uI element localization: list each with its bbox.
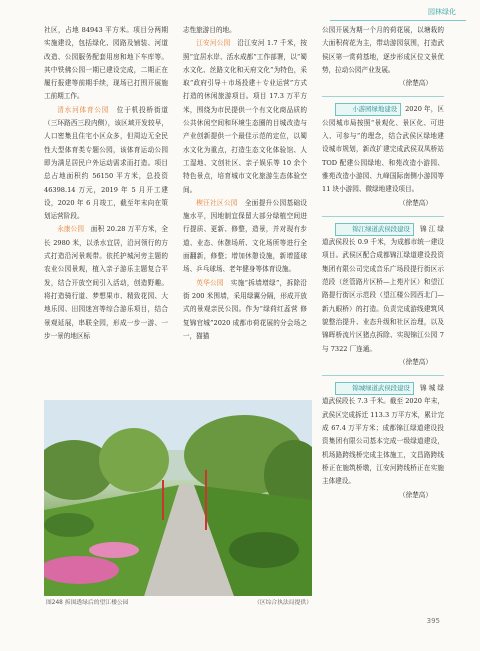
divider — [322, 96, 444, 97]
paragraph — [322, 223, 444, 356]
column-3 — [322, 24, 444, 502]
subheading: 英华公园 — [196, 278, 224, 287]
section-label: 园林绿化 — [428, 8, 456, 16]
paragraph — [183, 37, 307, 197]
section-heading-box: 锦城绿道武侯段建设 — [335, 382, 414, 395]
header-rule — [330, 20, 466, 21]
subheading: 永康公园 — [57, 225, 85, 234]
paragraph: 志性旅游目的地。 — [183, 26, 236, 34]
paragraph-body: 面积 20.28 万平方米，全长 2980 米，以杀水宜居，沿河领行的方式打造沿河景观带。依托护城河旁主题的农业公园景观，植入亲子游乐主题复合平发，结合开放空间引入活动，创造野趣。将打造骑行道、梦想果市、精致花园、大地乐园、田园迷宫等综合游乐项目，结合景观延展，串联全园，形成一步一游、一步一景的地区标 — [44, 225, 169, 340]
paragraph-body: 锦江绿道武侯段长 0.9 千米，为成都市统一建设项目。武侯区配合成都锦江绿道建设投资集团有限公司完成音乐广场段提行街区示范段（丝管路片区桥—上苑片区）和望江路提行街区示范段（望江楼公园西北门—新九眼桥）的打造。负责完成游线建筑风貌整治提升、业态升级和社区治理，以及锦晖桥流片区猪点拆除、实现锦江公园 7 与 7322 厂连通。 — [322, 224, 444, 353]
paragraph — [44, 104, 168, 224]
figure-caption — [46, 597, 312, 606]
park-photo — [44, 400, 312, 596]
paragraph — [183, 197, 307, 277]
column-2 — [183, 24, 307, 343]
byline: （徐楚高） — [399, 79, 432, 88]
subheading: 江安河公园 — [196, 39, 231, 48]
paragraph-body: 锦城绿道武侯段长 7.3 千米。截至 2020 年末，武侯区完成拆迁 113.3 万平方米，累计完成 67.4 万平方米；成都锦江绿道建设投资集团有限公司基本完成一级绿道建设，机场路跨线桥完成主体施工，文昌路跨线桥正在施筑桥墩，江安河跨线桥正在实施主体建设。 — [322, 384, 444, 486]
paragraph-body: 实施“拆墙增绿”，拆除沿街 200 米围墙，采用绿翼分隔，形成开放式的景观亲民公园。作为“绿荷红蕊营 修复锦官城”2020 成都市荷花展的分会场之一，猫猫 — [183, 278, 308, 340]
paragraph: 社区，占地 84943 平方米。项目分两期实施建设，包括绿化、园路及铺装、河道改造、公园服务配套用房和地下车库等。其中铁佛公园一期已建设完成，二期正在履行报建等前期手续，现场已打围开展施工前期工作。 — [44, 26, 168, 101]
photo-credit: （区综合执法局提供） — [254, 600, 312, 606]
paragraph-body: 位于机投桥街道（三环路西三段内侧），该区域开发较早，人口密集且住宅小区众多，但周边无全民性大型体育类专题公园，该体育运动公园即为满足居民户外运动需求而打造。项目总占地面积约 56150 平方米，总投资 46398.14 万元，2019 年 5 月开工建设，2020 年 6 月竣工，截至年末向在策划运营阶段。 — [44, 105, 169, 221]
subheading: 楔汪社区公园 — [196, 198, 238, 207]
paragraph-body: 2020 年，区公园城市局按照“景观化、景区化、可进入、可参与”的理念，结合武侯区绿地建设城市规划，新改扩建完成武侯双凤桥站 TOD 配建公园绿地、和苑改造小游园、雅苑改造小游园、九峰国际南侧小游园等 11 块小游园、微绿地建设项目。 — [322, 105, 444, 194]
paragraph — [183, 277, 307, 343]
paragraph-body: 沿江安河 1.7 千米，按照“宜居水岸、活水成都”工作部署，以“蜀水文化、丝路文化和天府文化”为特色，采取“政府引导＋市场投建＋专业运营”方式打造的休闲旅游项目。项目 17.3 万平方米，围绕为市民提供一个有文化商品质的公共休闲空间和环境生态圈的目城改造与产业创新提供一个最佳示范的定位，以蜀水文化为重点，打造生态文化体验馆、人工湿地、文创社区、亲子娱乐等 10 余个特色景点，培育城市文化旅游生态体验空间。 — [183, 39, 308, 194]
byline: （徐楚高） — [399, 357, 432, 366]
byline: （徐楚高） — [399, 198, 432, 207]
subheading: 清水河体育公园 — [57, 105, 110, 114]
caption-text: 图248 拆围透绿后的望江楼公园 — [46, 600, 129, 606]
paragraph-body: 全面提升公园基础设施水平，因地制宜保留大部分绿植空间进行提质、更新、修整，造景，并对现有步道、业态、休憩场所、文化场所等进行全面翻新，修整；增加休憩设施，新增篮球场、乒乓球场、老年健身等体育设施。 — [183, 198, 308, 274]
paragraph — [44, 223, 168, 343]
divider — [322, 216, 444, 217]
section-heading-box: 锦江绿道武侯段建设 — [335, 223, 414, 236]
park-illustration — [44, 400, 312, 596]
column-1 — [44, 24, 168, 343]
page-number: 395 — [426, 617, 440, 625]
divider — [322, 375, 444, 376]
byline: （徐楚高） — [399, 490, 432, 499]
section-heading-box: 小游园绿地建设 — [335, 103, 401, 116]
paragraph — [322, 382, 444, 488]
paragraph: 公园开展为期一个月的荷花展，以塘栽的大面积荷花为主，带动游园氛围，打造武侯区第一赏荷基地，逐步形成区位文景优势，拉动公园产业发展。 — [322, 26, 444, 74]
paragraph — [322, 103, 444, 196]
